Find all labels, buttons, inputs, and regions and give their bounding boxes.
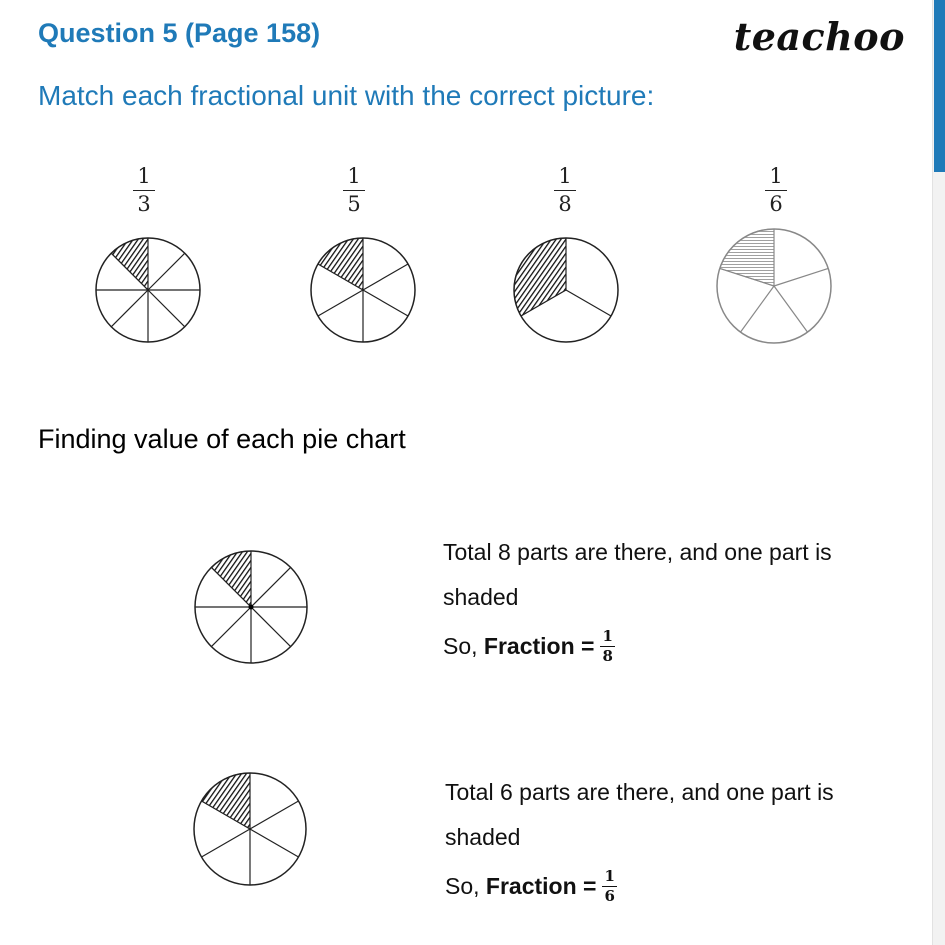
pie-division-line [318,290,363,316]
pie-division-line [566,290,611,316]
fraction-numerator: 1 [765,166,787,191]
fraction-denominator: 8 [558,192,572,216]
pie-shaded-part [202,773,250,829]
pie-division-line [251,607,291,647]
pie-division-line [111,290,148,327]
fraction-numerator: 1 [602,627,613,645]
fraction-value [600,629,614,664]
pie-division-line [251,567,291,607]
pie-shaded-part [111,238,148,290]
explanation-text-1 [443,539,832,664]
pie-picture-3 [513,237,619,343]
fraction-numerator: 1 [554,166,576,191]
pie-division-line [774,268,828,286]
fraction-denominator: 5 [347,192,361,216]
fraction-label-2 [334,166,374,215]
pie-shaded-part [318,238,363,290]
fraction-denominator: 6 [769,192,783,216]
pie-division-line [363,290,408,316]
pie-center-dot [249,605,254,610]
fraction-numerator: 1 [133,166,155,191]
fraction-denominator: 8 [602,647,613,665]
scrollbar-thumb[interactable] [934,0,945,172]
section-heading: Finding value of each pie chart [38,424,406,454]
fraction-result [445,869,834,904]
fraction-denominator: 3 [137,192,151,216]
fraction-numerator: 1 [343,166,365,191]
pie-shaded-part [211,551,251,607]
pie-division-line [211,607,251,647]
fraction-label-1 [124,166,164,215]
fraction-label-3 [545,166,585,215]
pie-picture-2 [310,237,416,343]
pie-division-line [250,829,298,857]
explanation-line: shaded [443,584,519,610]
pie-picture-4 [716,228,832,344]
fraction-denominator: 6 [604,887,615,905]
pie-division-line [148,253,185,290]
fraction-numerator: 1 [604,867,615,885]
explanation-line: Total 6 parts are there, and one part is [445,779,834,805]
vertical-scrollbar[interactable] [932,0,945,945]
pie-division-line [202,829,250,857]
fraction-label: Fraction = [485,873,597,899]
fraction-label-4 [756,166,796,215]
explanation-text-2 [445,779,834,904]
pie-division-line [250,801,298,829]
explanation-pie-2 [193,772,307,886]
fraction-value [602,869,616,904]
pie-division-line [774,286,808,332]
pie-picture-1 [95,237,201,343]
fraction-label: Fraction = [483,633,595,659]
so-label: So, [445,873,480,899]
pie-division-line [148,290,185,327]
pie-division-line [363,264,408,290]
question-title: Question 5 (Page 158) [38,18,321,48]
pie-shaded-part [514,238,566,316]
pie-division-line [740,286,774,332]
explanation-pie-1 [194,550,308,664]
so-label: So, [443,633,478,659]
explanation-line: shaded [445,824,521,850]
explanation-line: Total 8 parts are there, and one part is [443,539,832,565]
teachoo-logo: teachoo [733,14,905,59]
fraction-result [443,629,832,664]
question-text: Match each fractional unit with the correct picture: [38,80,655,111]
